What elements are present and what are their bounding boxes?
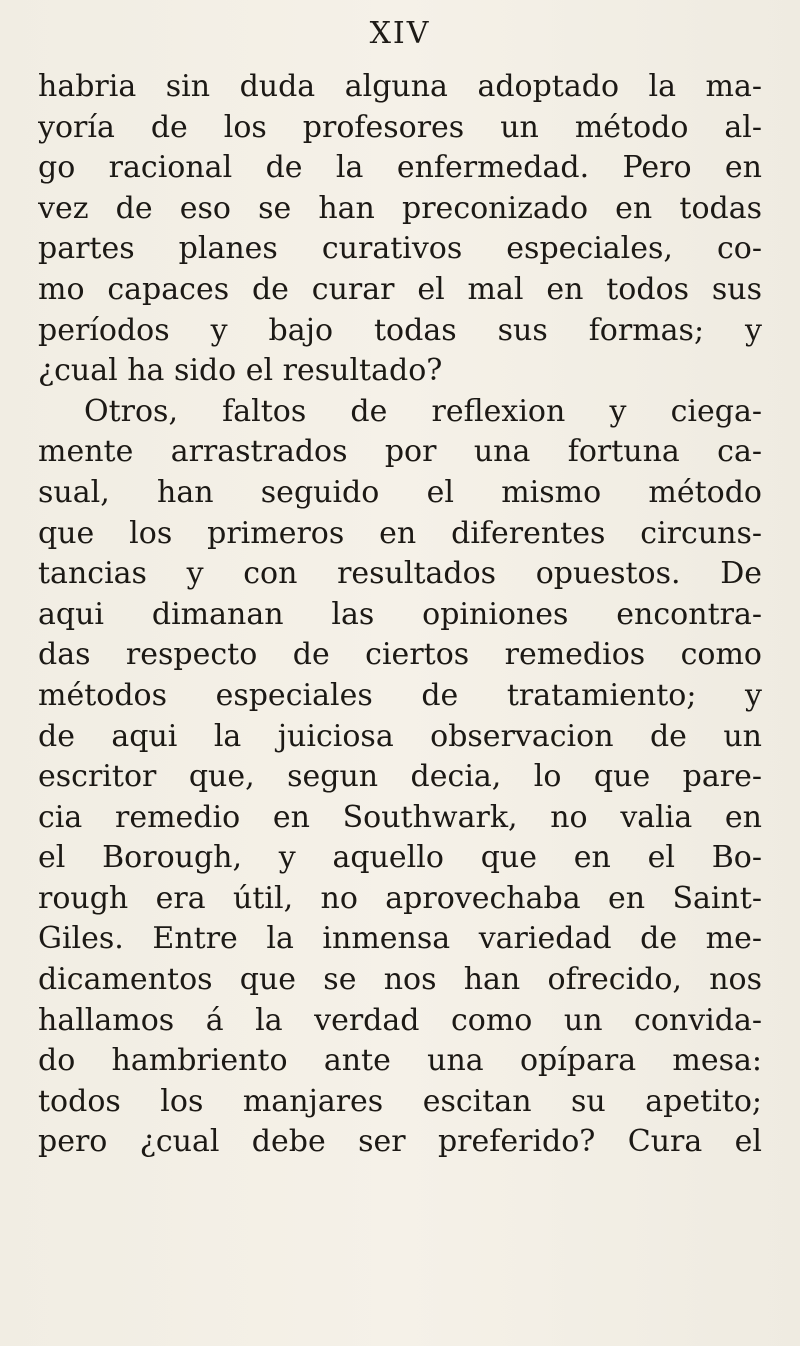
text-line: hallamos á la verdad como un convida- <box>38 1002 762 1038</box>
text-line: ¿cual ha sido el resultado? <box>38 353 443 389</box>
text-line: cia remedio en Southwark, no valia en <box>38 799 762 835</box>
text-line: partes planes curativos especiales, co- <box>38 231 762 267</box>
text-line: das respecto de ciertos remedios como <box>38 637 762 673</box>
text-line: pero ¿cual debe ser preferido? Cura el <box>38 1124 762 1160</box>
text-line: go racional de la enfermedad. Pero en <box>38 150 762 186</box>
text-line: do hambriento ante una opípara mesa: <box>38 1043 762 1079</box>
page-number: XIV <box>369 16 431 51</box>
text-line: períodos y bajo todas sus formas; y <box>38 312 762 348</box>
text-line: dicamentos que se nos han ofrecido, nos <box>38 962 762 998</box>
text-line: vez de eso se han preconizado en todas <box>38 190 762 226</box>
text-line: que los primeros en diferentes circuns- <box>38 515 762 551</box>
text-line: habria sin duda alguna adoptado la ma- <box>38 69 762 104</box>
text-line: todos los manjares escitan su apetito; <box>38 1083 762 1119</box>
text-line: métodos especiales de tratamiento; y <box>38 677 762 713</box>
text-line: tancias y con resultados opuestos. De <box>38 556 762 592</box>
text-line: mo capaces de curar el mal en todos sus <box>38 271 762 307</box>
body-text <box>38 67 762 1163</box>
text-line: el Borough, y aquello que en el Bo- <box>38 840 762 876</box>
text-line: rough era útil, no aprovechaba en Saint- <box>38 880 762 916</box>
text-line: Otros, faltos de reflexion y ciega- <box>84 393 762 429</box>
text-line: sual, han seguido el mismo método <box>38 474 762 510</box>
text-line: escritor que, segun decia, lo que pare- <box>38 759 762 795</box>
text-line: mente arrastrados por una fortuna ca- <box>38 434 762 470</box>
text-line: yoría de los profesores un método al- <box>38 109 762 145</box>
text-line: aqui dimanan las opiniones encontra- <box>38 596 762 632</box>
text-line: de aqui la juiciosa observacion de un <box>38 718 762 754</box>
text-line: Giles. Entre la inmensa variedad de me- <box>38 921 762 957</box>
